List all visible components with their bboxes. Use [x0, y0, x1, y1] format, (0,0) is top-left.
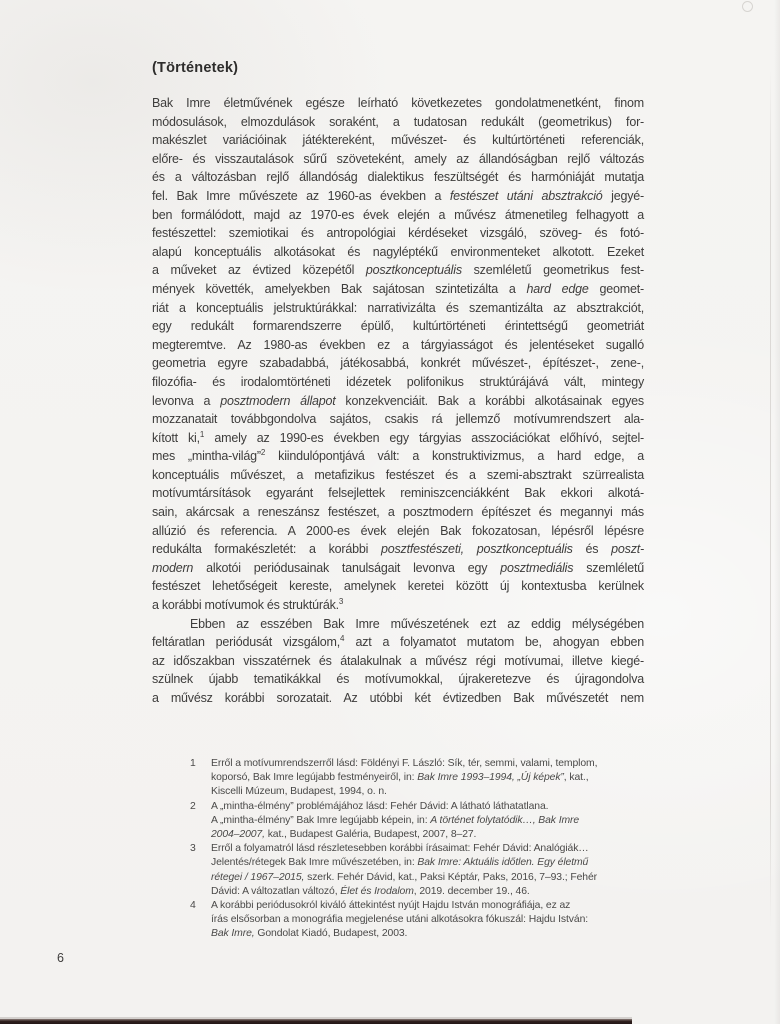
body-line: szülnek újabb tematikákkal és motívumokkal, újrakeretezve és újragondolva	[152, 672, 644, 687]
body-line: konceptuális művészet, a metafizikus festészet és a szemi-absztrakt szürrealista	[152, 467, 644, 482]
footnote-number: 2	[190, 800, 196, 812]
body-line: modern alkotói periódusainak tanulságait levonva egy posztmediális szemléletű	[152, 560, 644, 575]
footnote-line: A „mintha-élmény” problémájához lásd: Fehér Dávid: A látható láthatatlana.	[211, 800, 549, 812]
body-line: mes „mintha-világ”$^2$ kiindulópontjává vált: a konstruktivizmus, a hard edge, a	[152, 448, 644, 464]
body-line: festészettel: szemiotikai és antropológiai kérdéseket vizsgáló, szöveg- és fotó-	[152, 226, 644, 241]
body-line: motívumtársítások egyaránt felsejlettek reminiszcenciákként Bak ekkori alkotá-	[152, 486, 644, 501]
body-line: egy redukált formarendszerre épülő, kultúrtörténeti érintettségű geometriát	[152, 319, 644, 334]
footnote	[190, 899, 646, 942]
footnote-text	[211, 757, 645, 800]
footnotes-block	[190, 757, 646, 942]
footnote-line: írás elsősorban a monográfia megjelenése utáni alkotásokra fókuszál: Hajdu István:	[211, 914, 589, 926]
body-line: Ebben az esszében Bak Imre művészetének ezt az eddig mélységében	[190, 616, 644, 631]
footnote-line: Kiscelli Múzeum, Budapest, 1994, o. n.	[211, 786, 387, 798]
scan-bottom-edge	[0, 1019, 632, 1024]
body-line: filozófia- és irodalomtörténeti idézetek polifonikus struktúrájává vált, mintegy	[152, 374, 644, 389]
page-title: (Történetek)	[152, 60, 239, 76]
page-edge-shading	[774, 0, 780, 1024]
page-gutter-shadow	[770, 70, 771, 930]
body-line: feltáratlan periódusát vizsgálom,$^4$ azt a folyamatot mutatom be, ahogyan ebben	[152, 634, 644, 650]
body-line: mozzanatait továbbgondolva sajátos, csakis rá jellemző motívumrendszert ala-	[152, 412, 644, 427]
body-line: fel. Bak Imre művészete az 1960-as években a festészet utáni absztrakció jegyé-	[152, 188, 645, 203]
body-line: geometria egyre szabadabbá, játékosabbá, konkrét művészet-, építészet-, zene-,	[152, 356, 644, 371]
footnote-number: 3	[190, 843, 196, 855]
footnote-line: Bak Imre, Gondolat Kiadó, Budapest, 2003.	[211, 928, 408, 940]
body-line: módosulások, elmozdulások soraként, a tudatosan redukált (geometrikus) for-	[152, 114, 644, 129]
body-line: festészet lehetőségeit kereste, amelynek keretei között új kontextusba kerülnek	[152, 579, 644, 594]
footnote-text	[211, 842, 645, 899]
body-line: allúzió és referencia. A 2000-es évek elején Bak fokozatosan, lépésről lépésre	[152, 523, 644, 538]
footnote-number: 4	[190, 900, 196, 912]
body-line: sain, akárcsak a reneszánsz festészet, a posztmodern építészet és megannyi más	[152, 505, 644, 520]
footnote-text	[211, 899, 645, 942]
body-line: levonva a posztmodern állapot konzekvenciáit. Bak a korábbi alkotásainak egyes	[152, 393, 644, 408]
body-line: Bak Imre életművének egésze leírható következetes gondolatmenetként, finom	[152, 96, 644, 110]
footnote-line: Erről a motívumrendszerről lásd: Földényi F. László: Sík, tér, semmi, valami, templom,	[211, 758, 598, 769]
page-number: 6	[57, 951, 64, 965]
footnote-line: A „mintha-élmény” Bak Imre legújabb képein, in: A történet folytatódik…, Bak Imre	[211, 814, 580, 826]
body-line: kított ki,$^1$ amely az 1990-es években egy tárgyias asszociációkat előhívó, sejtel-	[152, 429, 644, 445]
footnote-number: 1	[190, 758, 196, 769]
body-line: a műveket az évtized közepétől posztkonceptuális szemléletű geometrikus fest-	[152, 263, 644, 278]
footnote-line: rétegei / 1967–2015, szerk. Fehér Dávid, kat., Paksi Képtár, Paks, 2016, 7–93.; Fehér	[211, 871, 597, 883]
footnote-line: Jelentés/rétegek Bak Imre művészetében, in: Bak Imre: Aktuális időtlen. Egy életmű	[211, 857, 589, 869]
footnote	[190, 800, 646, 843]
body-paragraph	[152, 94, 644, 615]
footnote-line: A korábbi periódusokról kiváló áttekintést nyújt Hajdu István monográfiája, ez az	[211, 900, 571, 912]
body-line: a művész korábbi sorozatait. Az utóbbi két évtizedben Bak művészetét nem	[152, 691, 644, 705]
footnote-text	[211, 800, 645, 843]
body-line: ben formálódott, majd az 1970-es évek elején a művész átmenetileg felhagyott a	[152, 207, 644, 222]
body-line: megteremtve. Az 1980-as években ez a tárgyiasságot és jelentéseket sugalló	[152, 337, 644, 352]
body-line: riát a konceptuális jelstruktúrákkal: narrativizálta és szemantizálta az absztrakciót,	[152, 300, 644, 315]
body-line: a korábbi motívumok és struktúrák.$^3$	[152, 596, 344, 613]
body-line: mények követték, amelyekben Bak sajátosan szintetizálta a hard edge geomet-	[152, 281, 644, 296]
body-line: és a változásban rejlő állandóság dialektikus feszültségét és harmóniáját mutatja	[152, 170, 644, 185]
footnote-line: 2004–2007, kat., Budapest Galéria, Budapest, 2007, 8–27.	[211, 829, 477, 841]
footnote	[190, 757, 646, 800]
footnote-line: Dávid: A változatlan változó, Élet és Irodalom, 2019. december 19., 46.	[211, 885, 530, 897]
body-line: az időszakban visszatérnek és átalakulnak a művész régi motívumai, illetve kiegé-	[152, 653, 644, 668]
footnote-line: Erről a folyamatról lásd részletesebben korábbi írásaimat: Fehér Dávid: Analógiák…	[211, 843, 589, 855]
body-text	[152, 94, 644, 708]
body-line: redukálta formakészletét: a korábbi posztfestészeti, posztkonceptuális és poszt-	[152, 542, 644, 557]
body-paragraph	[152, 615, 644, 708]
scan-artifact-dot	[742, 1, 753, 12]
footnote-line: koporsó, Bak Imre legújabb festményeiről, in: Bak Imre 1993–1994, „Új képek”, kat.,	[211, 772, 589, 784]
body-line: makészlet variációinak játéktereként, művészet- és kultúrtörténeti referenciák,	[152, 133, 644, 148]
footnote	[190, 842, 646, 899]
body-line: alapú konceptuális alkotásokat és nagyléptékű environmenteket alkotott. Ezeket	[152, 244, 644, 259]
body-line: előre- és visszautalások sűrű szöveteként, amely az állandóságban rejlő változás	[152, 151, 644, 166]
